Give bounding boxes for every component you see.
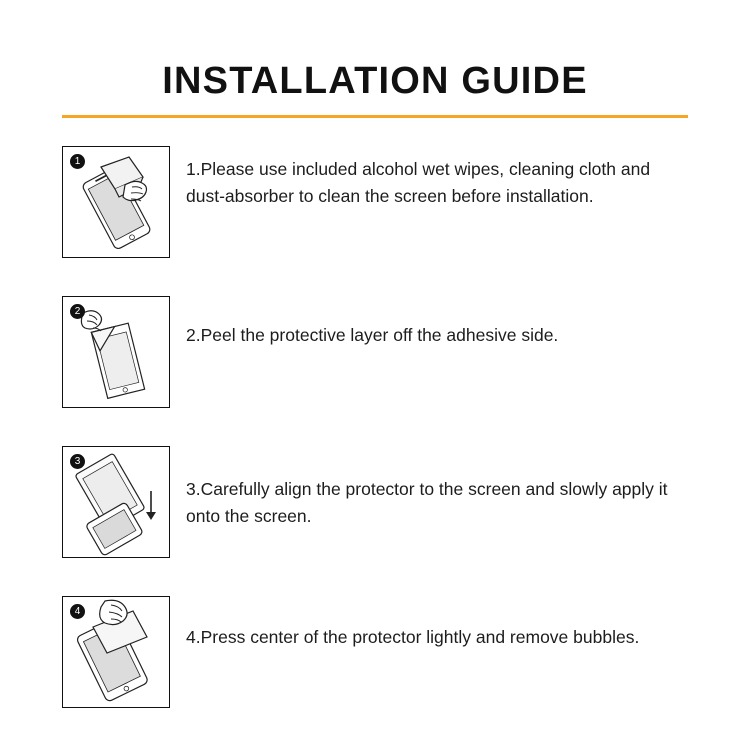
page-title: INSTALLATION GUIDE [162,60,588,102]
step-body-3: Carefully align the protector to the screen and slowly apply it onto the screen. [186,479,668,527]
step-text-2 [186,296,558,349]
step-illustration-4 [62,596,170,708]
step-body-2: Peel the protective layer off the adhesive side. [200,325,559,345]
step-text-1 [186,146,676,210]
list-item [62,596,688,708]
step-badge-4: 4 [70,604,85,619]
list-item [62,446,688,558]
step-text-4 [186,596,639,651]
step-badge-1: 1 [70,154,85,169]
step-body-1: Please use included alcohol wet wipes, cleaning cloth and dust-absorber to clean the screen before installation. [186,159,651,207]
step-text-3 [186,446,676,530]
step-illustration-2 [62,296,170,408]
list-item [62,146,688,258]
step-badge-3: 3 [70,454,85,469]
steps-list [62,146,688,728]
step-body-4: Press center of the protector lightly and remove bubbles. [200,627,640,647]
step-number-3: 3. [186,479,201,499]
step-illustration-3 [62,446,170,558]
list-item [62,296,688,408]
step-illustration-1 [62,146,170,258]
step-badge-2: 2 [70,304,85,319]
title-divider [62,115,688,118]
step-number-1: 1. [186,159,201,179]
step-number-2: 2. [186,325,201,345]
step-number-4: 4. [186,627,201,647]
